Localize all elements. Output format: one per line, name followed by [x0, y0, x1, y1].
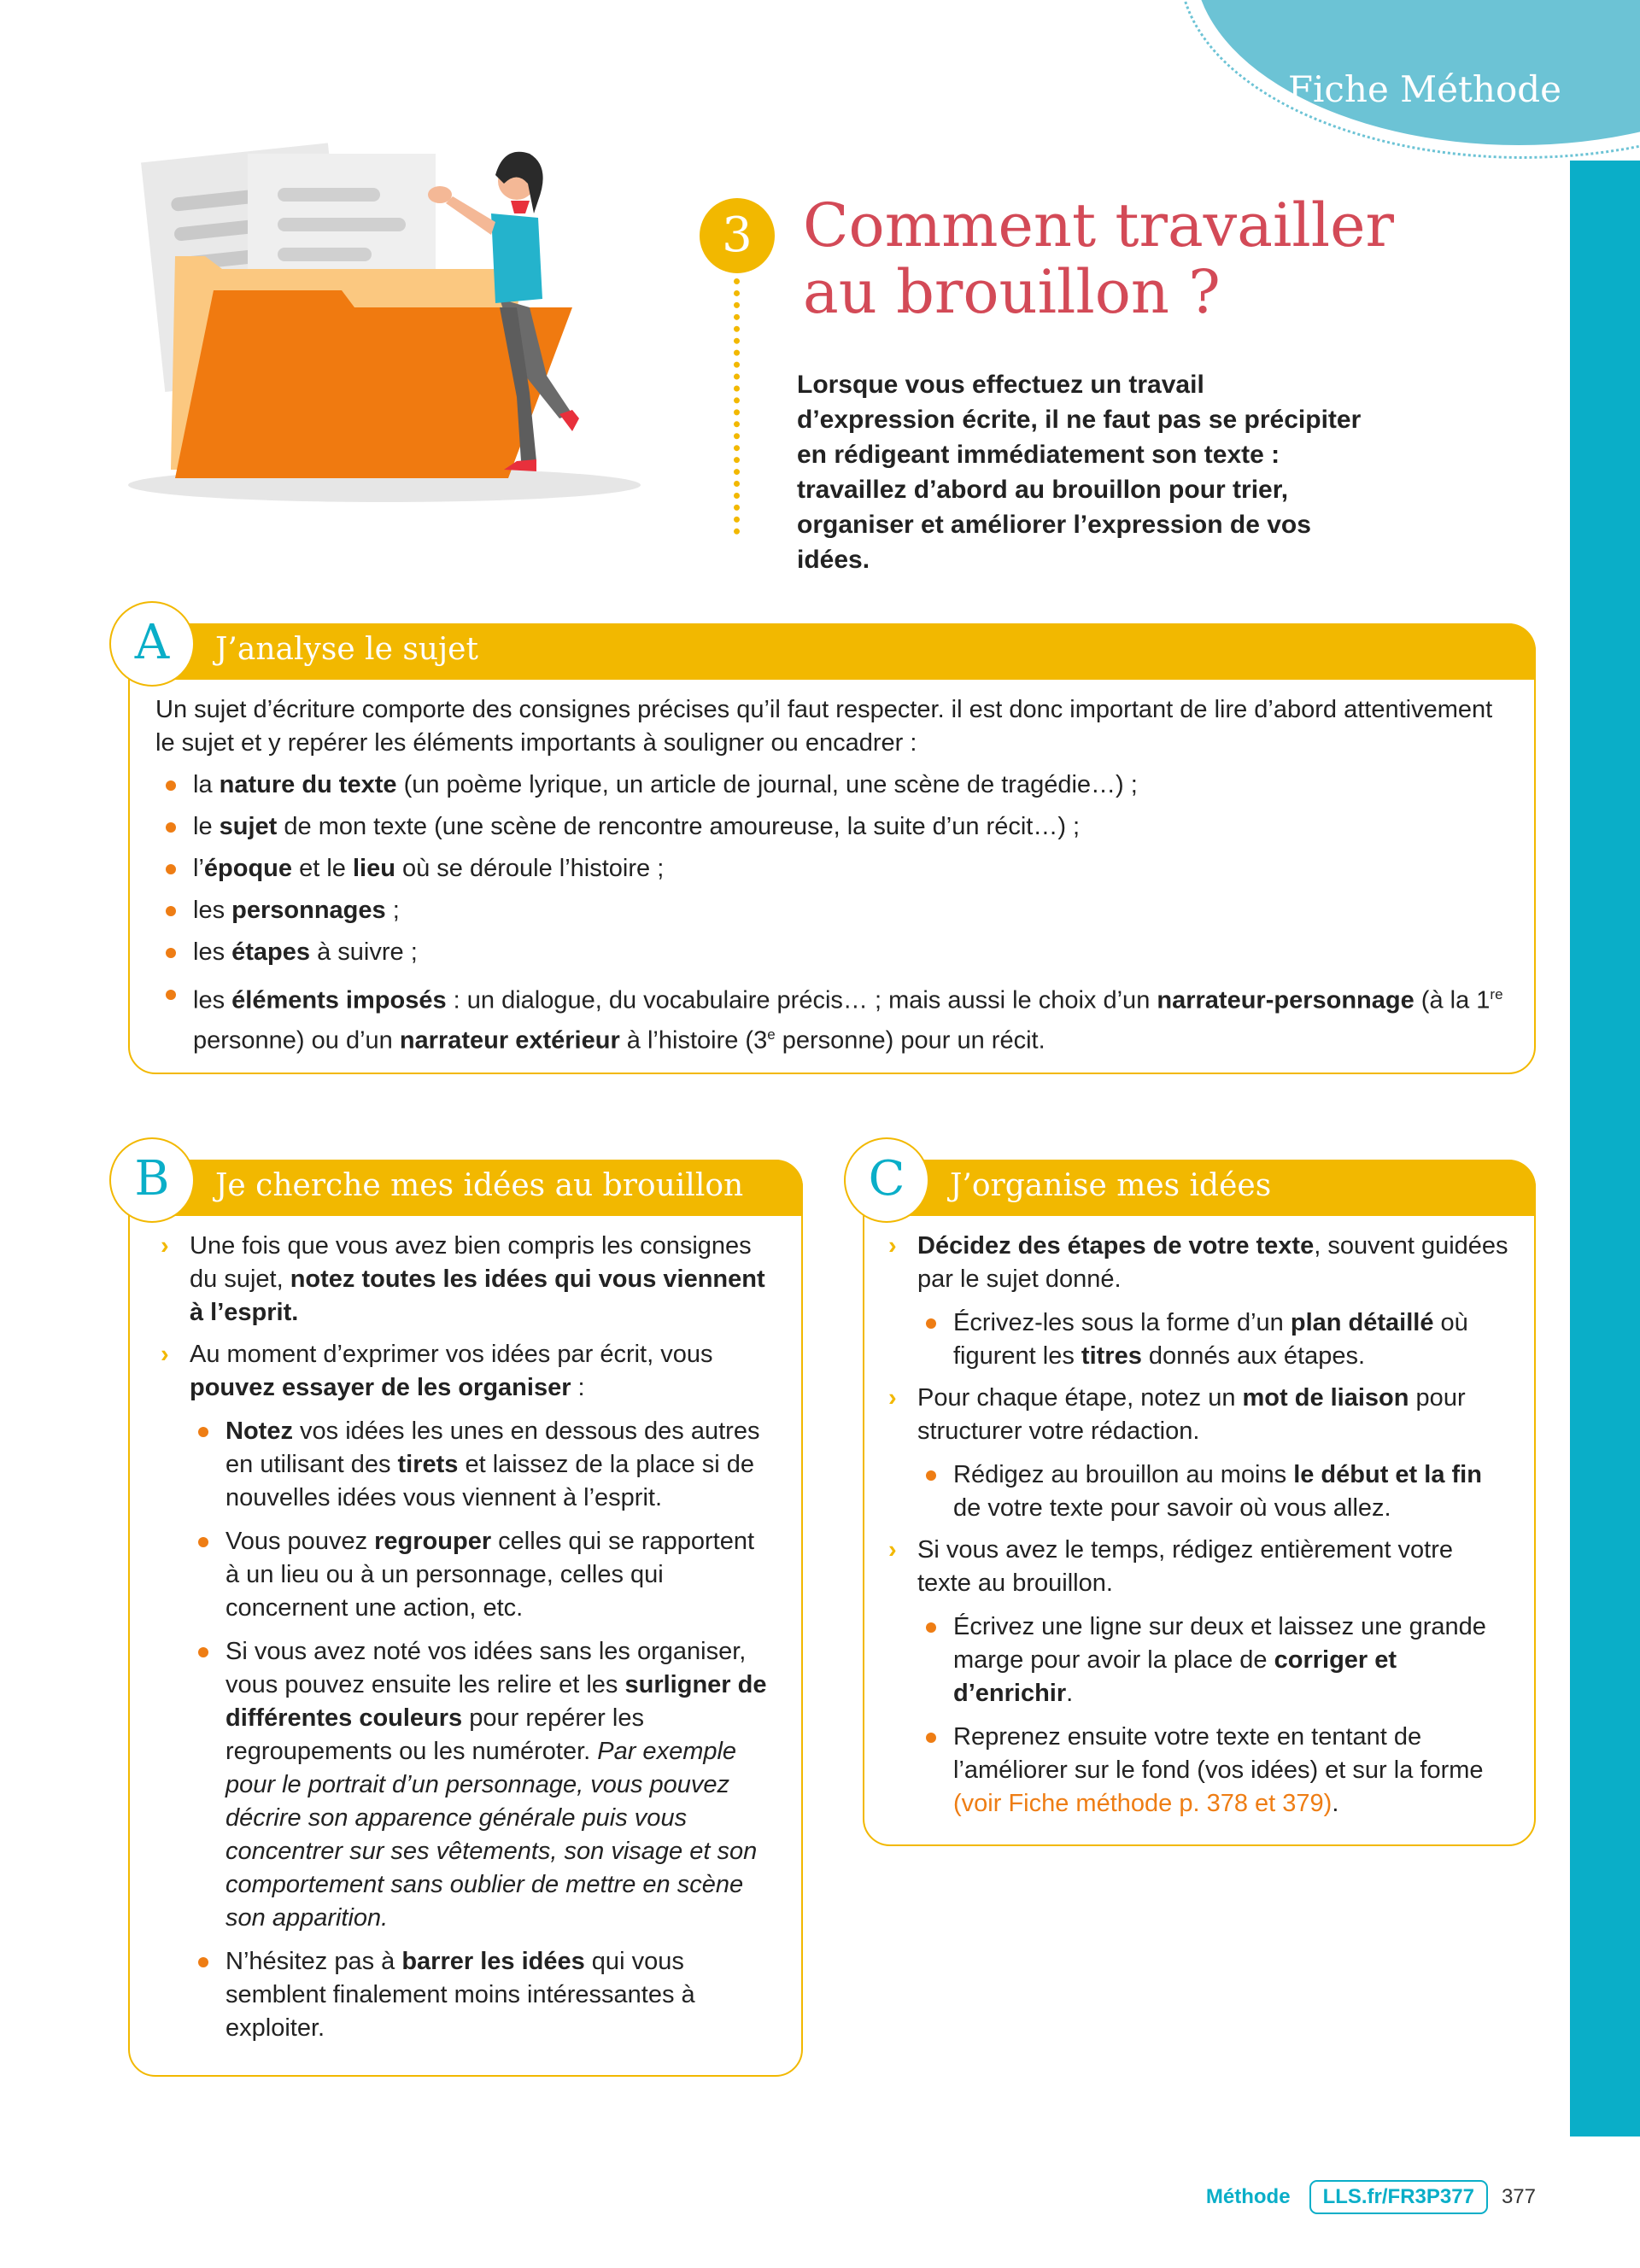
chevron-right-icon: ›	[888, 1384, 897, 1412]
list-item: Rédigez au brouillon au moins le début et la fin de votre texte pour savoir où vous allez.	[916, 1458, 1508, 1525]
list-item: Écrivez-les sous la forme d’un plan détaillé où figurent les titres donnés aux étapes.	[916, 1306, 1508, 1373]
section-b-header	[128, 1160, 803, 1216]
side-color-bar	[1570, 161, 1640, 2136]
section-c-title: J’organise mes idées	[950, 1168, 1272, 1203]
list-item: Reprenez ensuite votre texte en tentant de l’améliorer sur le fond (vos idées) et sur la forme (voir Fiche méthode p. 378 et 379).	[916, 1721, 1508, 1821]
list-item: Si vous avez noté vos idées sans les organiser, vous pouvez ensuite les relire et les surligner de différentes couleurs pour repérer les regroupements ou les numéroter. Par exemple pour le portrait d’un personnage, vous pouvez décrire son apparence générale puis vous concentrer sur ses vêtements, son visage et son comportement sans oublier de mettre en scène son apparition.	[188, 1635, 774, 1935]
list-item: › Pour chaque étape, notez un mot de liaison pour structurer votre rédaction.	[887, 1382, 1508, 1448]
section-a	[128, 623, 1536, 1074]
list-item: les personnages ;	[155, 894, 1514, 927]
list-item: Vous pouvez regrouper celles qui se rapportent à un lieu ou à un personnage, celles qui concernent une action, etc.	[188, 1525, 774, 1625]
section-c-body	[887, 1230, 1508, 1821]
list-item: l’époque et le lieu où se déroule l’histoire ;	[155, 852, 1514, 886]
badge-label: Fiche Méthode	[1287, 68, 1561, 110]
list-item: le sujet de mon texte (une scène de rencontre amoureuse, la suite d’un récit…) ;	[155, 810, 1514, 844]
section-a-intro: Un sujet d’écriture comporte des consignes précises qu’il faut respecter. il est donc important de lire d’abord attentivement le sujet et y repérer les éléments importants à souligner ou encadrer :	[155, 696, 1493, 757]
chevron-right-icon: ›	[161, 1232, 169, 1260]
list-item: › Décidez des étapes de votre texte, souvent guidées par le sujet donné.	[887, 1230, 1508, 1296]
fiche-number-badge: 3	[700, 198, 775, 273]
section-b	[128, 1160, 803, 2077]
section-c-header	[863, 1160, 1536, 1216]
section-c	[863, 1160, 1536, 1846]
list-item: la nature du texte (un poème lyrique, un article de journal, une scène de tragédie…) ;	[155, 769, 1514, 802]
section-a-body	[155, 693, 1514, 1057]
section-b-body	[159, 1230, 774, 2045]
chevron-right-icon: ›	[888, 1536, 897, 1564]
footer-section-label: Méthode	[1205, 2185, 1291, 2208]
footer-lls-link[interactable]: LLS.fr/FR3P377	[1309, 2180, 1488, 2214]
section-a-header	[128, 623, 1536, 680]
list-item: N’hésitez pas à barrer les idées qui vous semblent finalement moins intéressantes à exploiter.	[188, 1945, 774, 2045]
section-a-letter: A	[109, 601, 195, 687]
section-c-letter: C	[844, 1137, 929, 1223]
intro-paragraph: Lorsque vous effectuez un travail d’expression écrite, il ne faut pas se précipiter en rédigeant immédiatement son texte : travaillez d’abord au brouillon pour trier, organiser et améliorer l’expression de vos idées.	[797, 371, 1362, 574]
chevron-right-icon: ›	[161, 1341, 169, 1368]
section-a-title: J’analyse le sujet	[215, 632, 478, 667]
list-item: › Une fois que vous avez bien compris les consignes du sujet, notez toutes les idées qui vous viennent à l’esprit.	[159, 1230, 774, 1330]
woman-folder-illustration	[128, 102, 658, 512]
list-item: › Au moment d’exprimer vos idées par écrit, vous pouvez essayer de les organiser :	[159, 1338, 774, 1405]
page-number: 377	[1501, 2185, 1536, 2208]
fiche-methode-link[interactable]: (voir Fiche méthode p. 378 et 379)	[953, 1790, 1332, 1817]
list-item: les étapes à suivre ;	[155, 936, 1514, 969]
list-item: Écrivez une ligne sur deux et laissez une grande marge pour avoir la place de corriger et d’enrichir.	[916, 1610, 1508, 1710]
list-item: › Si vous avez le temps, rédigez entièrement votre texte au brouillon.	[887, 1534, 1508, 1600]
section-b-letter: B	[109, 1137, 195, 1223]
chevron-right-icon: ›	[888, 1232, 897, 1260]
list-item: les éléments imposés : un dialogue, du vocabulaire précis… ; mais aussi le choix d’un narrateur-personnage (à la 1re personne) ou d’un narrateur extérieur à l’histoire (3e personne) pour un récit.	[155, 978, 1514, 1057]
page-title: Comment travailler au brouillon ?	[803, 190, 1395, 327]
page-footer	[1206, 2180, 1536, 2214]
list-item: Notez vos idées les unes en dessous des autres en utilisant des tirets et laissez de la place si de nouvelles idées vous viennent à l’esprit.	[188, 1415, 774, 1515]
dotted-divider	[734, 278, 740, 535]
section-b-title: Je cherche mes idées au brouillon	[215, 1168, 744, 1203]
